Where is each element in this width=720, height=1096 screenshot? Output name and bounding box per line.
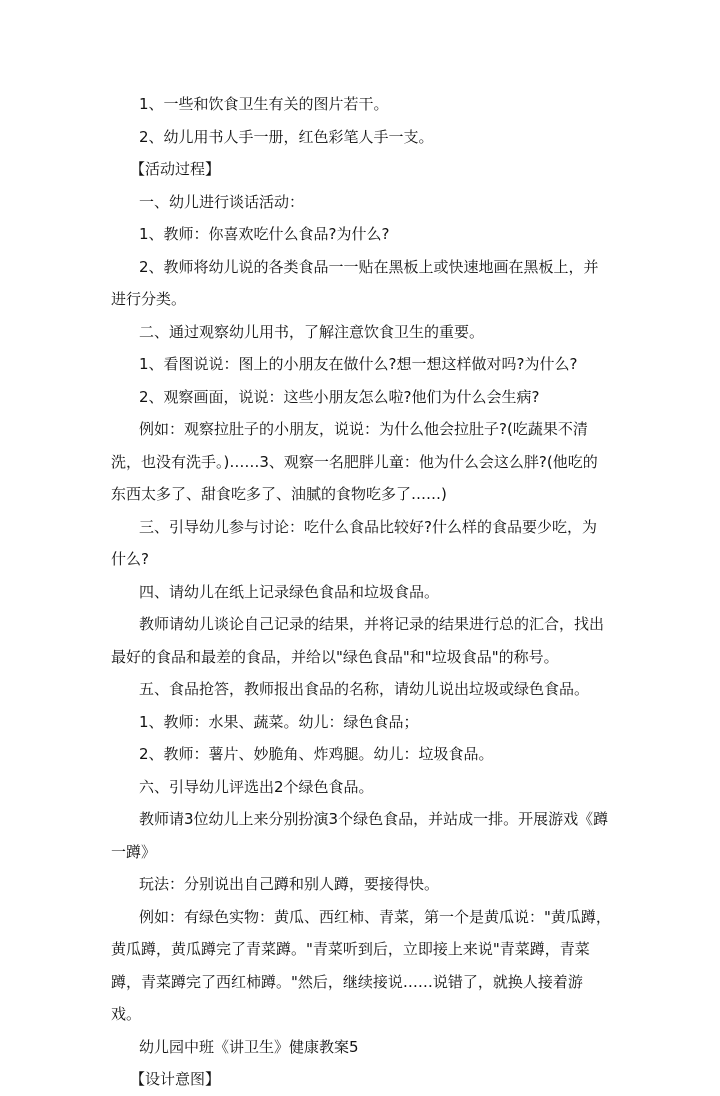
section-heading-design-intent: 【设计意图】	[130, 1070, 221, 1088]
paragraph-step-one-2: 2、教师将幼儿说的各类食品一一贴在黑板上或快速地画在黑板上，并进行分类。	[111, 257, 599, 308]
paragraph-step-one-1: 1、教师：你喜欢吃什么食品?为什么?	[139, 225, 390, 243]
paragraph-step-five-1: 1、教师：水果、蔬菜。幼儿：绿色食品；	[139, 712, 419, 731]
paragraph-step-two-2: 2、观察画面，说说：这些小朋友怎么啦?他们为什么会生病?	[139, 387, 540, 406]
paragraph-step-six: 六、引导幼儿评选出2个绿色食品。	[139, 777, 374, 796]
paragraph-step-one: 一、幼儿进行谈话活动：	[139, 192, 305, 211]
paragraph-step-two-1: 1、看图说说：图上的小朋友在做什么?想一想这样做对吗?为什么?	[139, 355, 578, 373]
paragraph-step-three: 三、引导幼儿参与讨论：吃什么食品比较好?什么样的食品要少吃，为什么?	[111, 517, 597, 568]
paragraph-game-intro: 教师请3位幼儿上来分别扮演3个绿色食品，并站成一排。开展游戏《蹲一蹲》	[111, 810, 609, 861]
paragraph-teacher-summary: 教师请幼儿谈论自己记录的结果，并将记录的结果进行总的汇合，找出最好的食品和最差的食品，并给以"绿色食品"和"垃圾食品"的称号。	[111, 615, 605, 666]
document-body	[111, 88, 611, 1096]
paragraph-game-example: 例如：有绿色实物：黄瓜、西红柿、青菜，第一个是黄瓜说："黄瓜蹲，黄瓜蹲，黄瓜蹲完了青菜蹲。"青菜听到后，立即接上来说"青菜蹲，青菜蹲，青菜蹲完了西红柿蹲。"然后，继续接说……说错了，就换人接着游戏。	[111, 907, 611, 1023]
paragraph-step-five-2: 2、教师：薯片、妙脆角、炸鸡腿。幼儿：垃圾食品。	[139, 745, 494, 763]
paragraph-materials-pictures: 1、一些和饮食卫生有关的图片若干。	[139, 95, 389, 113]
paragraph-lesson-title: 幼儿园中班《讲卫生》健康教案5	[139, 1037, 359, 1056]
paragraph-example-diarrhea: 例如：观察拉肚子的小朋友，说说：为什么他会拉肚子?(吃蔬果不清洗，也没有洗手。)……3、观察一名肥胖儿童：他为什么会这么胖?(他吃的东西太多了、甜食吃多了、油腻的食物吃多了……)	[111, 420, 598, 503]
section-heading-activity-process: 【活动过程】	[130, 160, 221, 178]
paragraph-step-five: 五、食品抢答，教师报出食品的名称，请幼儿说出垃圾或绿色食品。	[139, 680, 590, 698]
paragraph-materials-books: 2、幼儿用书人手一册，红色彩笔人手一支。	[139, 127, 434, 146]
paragraph-step-four: 四、请幼儿在纸上记录绿色食品和垃圾食品。	[139, 582, 440, 601]
paragraph-step-two: 二、通过观察幼儿用书，了解注意饮食卫生的重要。	[139, 322, 485, 341]
paragraph-game-rules: 玩法：分别说出自己蹲和别人蹲，要接得快。	[139, 875, 440, 893]
